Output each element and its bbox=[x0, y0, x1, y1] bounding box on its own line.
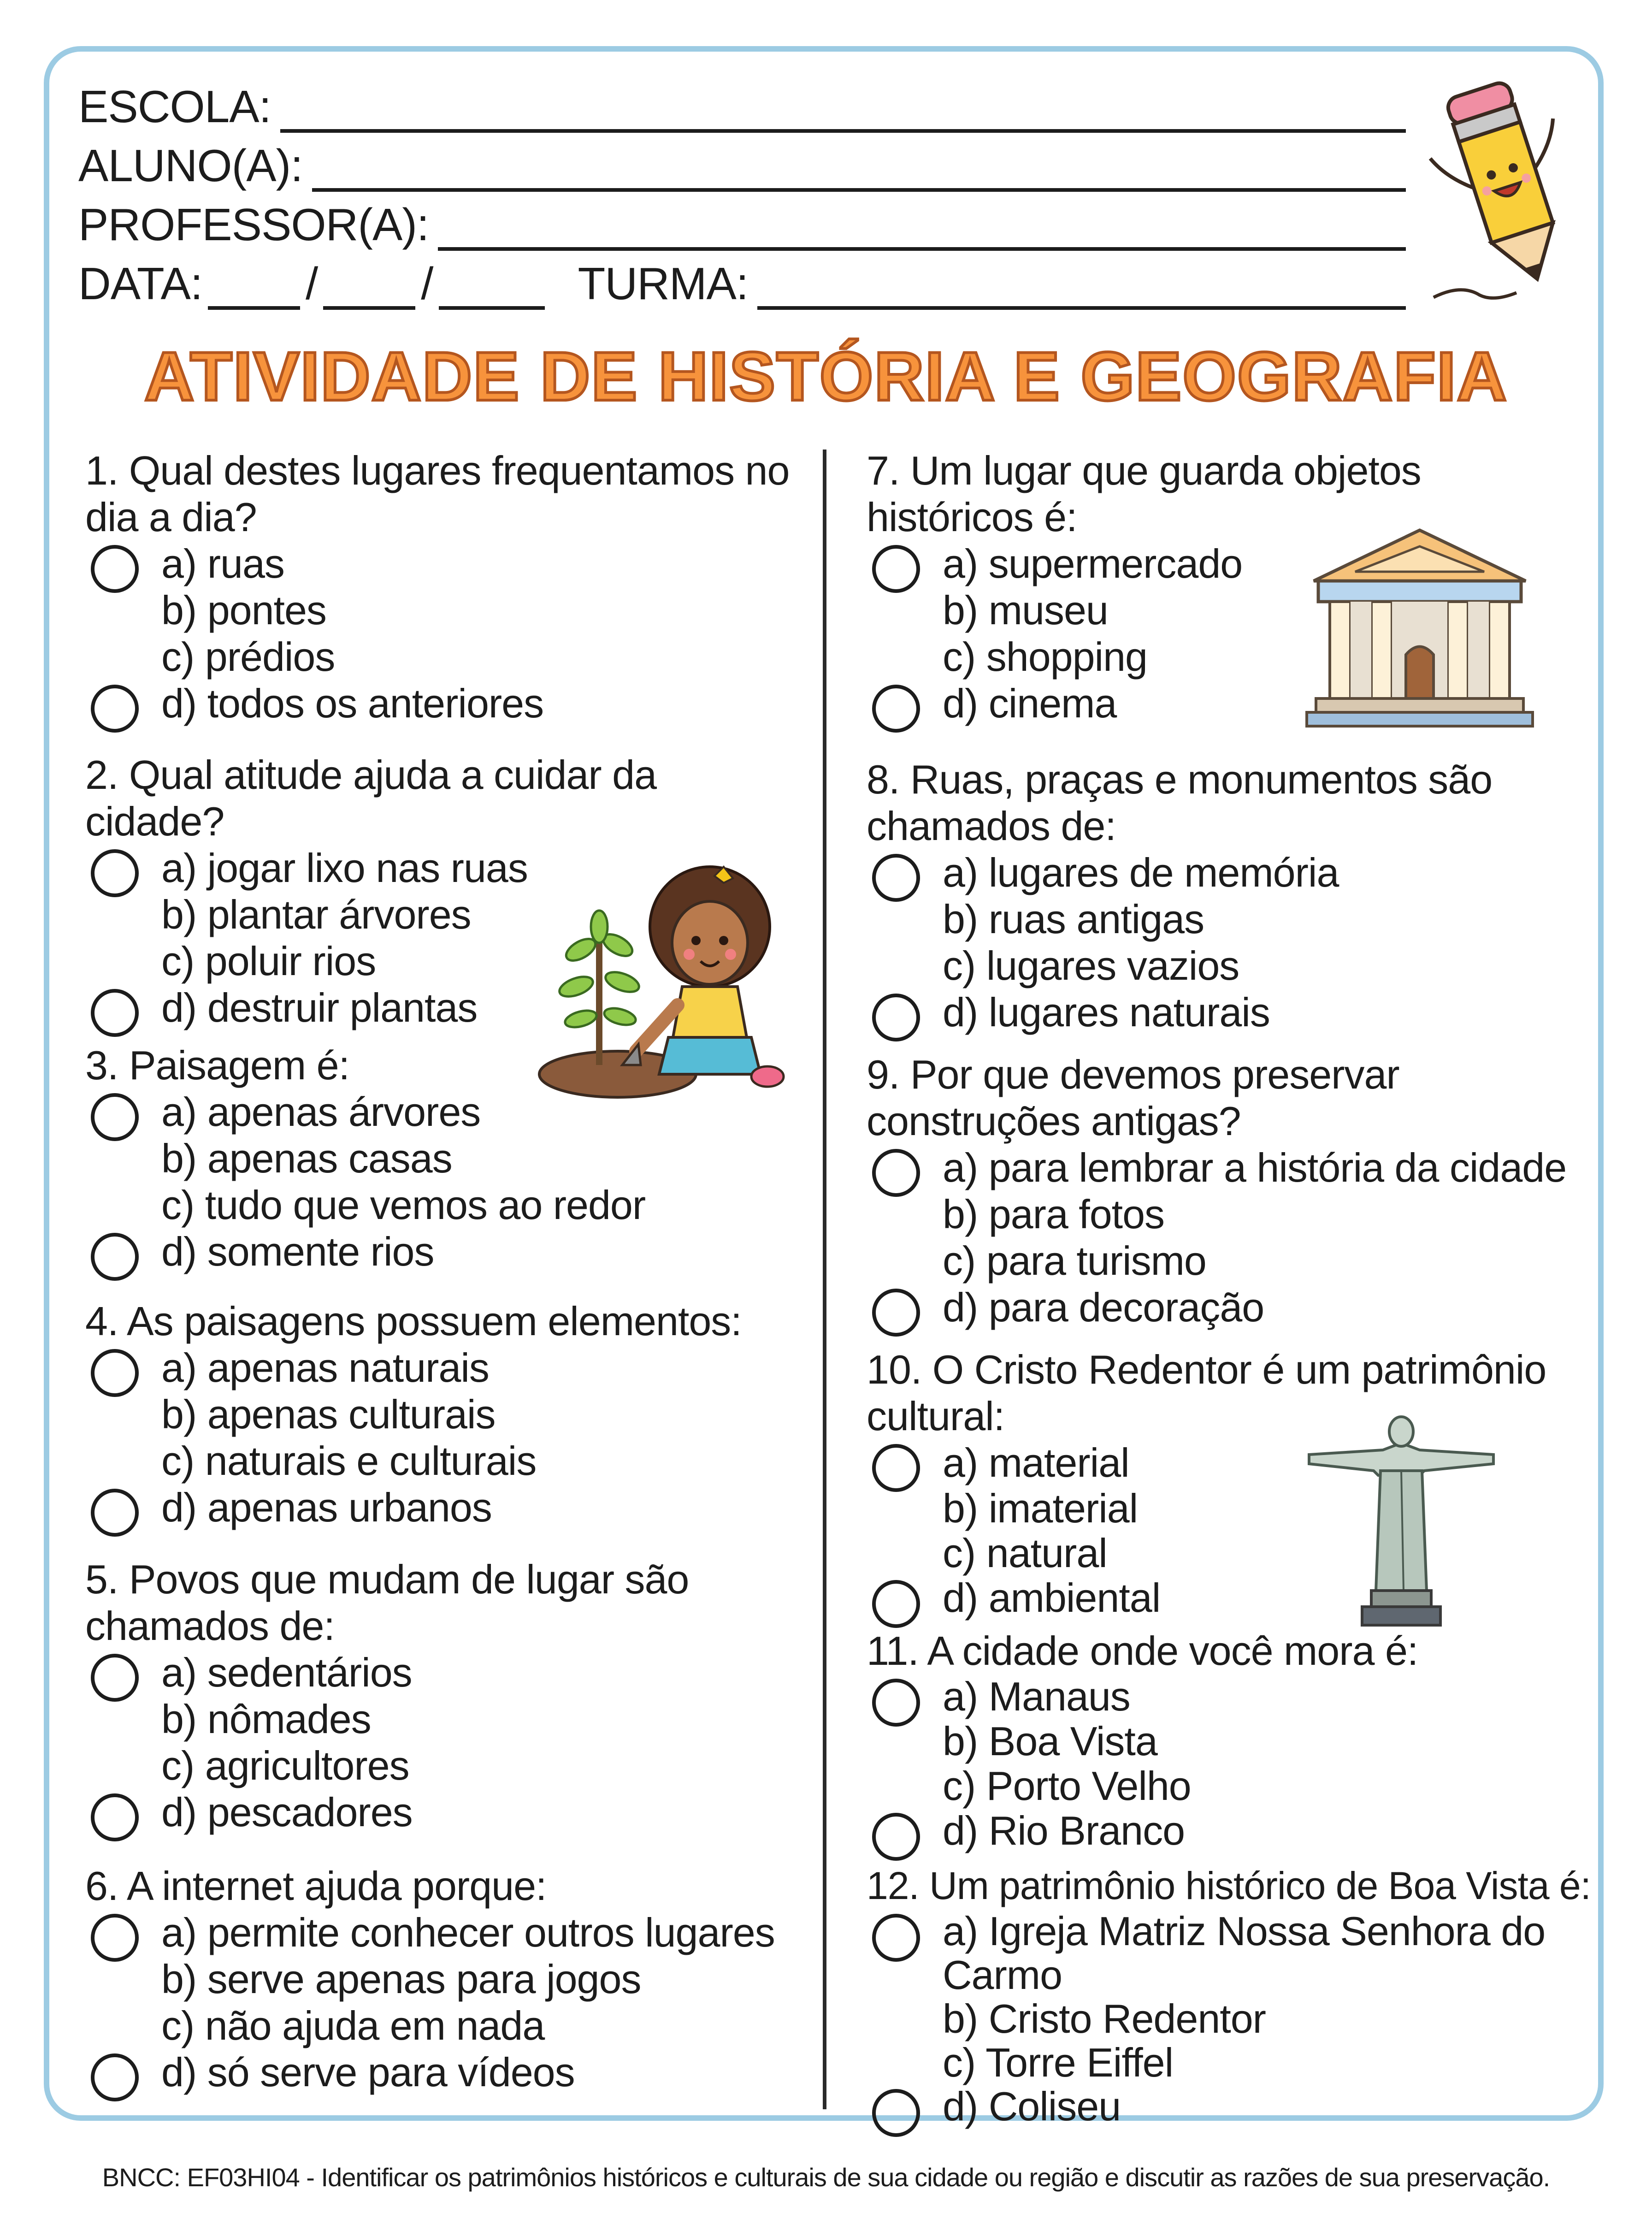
option-b[interactable]: b) Cristo Redentor bbox=[943, 1996, 1266, 2041]
answer-circle[interactable] bbox=[872, 854, 920, 902]
question-text: 12. Um patrimônio histórico de Boa Vista é: bbox=[867, 1864, 1591, 1907]
answer-circle[interactable] bbox=[91, 1914, 139, 1962]
option-c[interactable]: c) natural bbox=[943, 1530, 1107, 1576]
answer-circle[interactable] bbox=[872, 1149, 920, 1197]
escola-row bbox=[78, 74, 1406, 133]
month-field[interactable] bbox=[323, 273, 415, 310]
answer-circle[interactable] bbox=[91, 1793, 139, 1841]
option-d[interactable]: d) apenas urbanos bbox=[85, 1484, 818, 1531]
option-b[interactable]: b) nômades bbox=[161, 1696, 371, 1742]
question-text: 6. A internet ajuda porque: bbox=[85, 1863, 547, 1909]
escola-field[interactable] bbox=[280, 96, 1406, 133]
option-b[interactable]: b) serve apenas para jogos bbox=[161, 1956, 641, 2002]
option-c[interactable]: c) Torre Eiffel bbox=[943, 2040, 1174, 2085]
option-d[interactable]: d) para decoração bbox=[867, 1284, 1604, 1331]
museum-building-icon bbox=[1304, 521, 1535, 733]
option-c[interactable]: c) Porto Velho bbox=[943, 1763, 1191, 1809]
question-text: 7. Um lugar que guarda objetos históricos é: bbox=[867, 448, 1421, 540]
answer-circle[interactable] bbox=[872, 1580, 920, 1628]
option-d[interactable]: d) pescadores bbox=[85, 1789, 818, 1835]
option-d[interactable]: d) destruir plantas bbox=[85, 984, 818, 1031]
option-a[interactable]: a) jogar lixo nas ruas bbox=[85, 845, 818, 891]
girl-planting-tree-illustration bbox=[530, 858, 788, 1102]
date-separator: / bbox=[421, 258, 433, 309]
option-b[interactable]: b) ruas antigas bbox=[943, 896, 1204, 942]
question-6 bbox=[85, 1863, 818, 2095]
option-d[interactable]: d) cinema bbox=[867, 680, 1604, 727]
answer-circle[interactable] bbox=[872, 685, 920, 733]
option-d[interactable]: d) ambiental bbox=[867, 1575, 1604, 1620]
professor-row bbox=[78, 192, 1406, 251]
option-a[interactable]: a) ruas bbox=[85, 540, 818, 587]
question-text: 4. As paisagens possuem elementos: bbox=[85, 1298, 742, 1344]
option-c[interactable]: c) para turismo bbox=[943, 1238, 1206, 1284]
option-c[interactable]: c) poluir rios bbox=[161, 938, 376, 984]
option-c[interactable]: c) naturais e culturais bbox=[161, 1438, 537, 1484]
option-b[interactable]: b) Boa Vista bbox=[943, 1718, 1157, 1764]
pencil-mascot-icon bbox=[1424, 67, 1590, 307]
option-b[interactable]: b) museu bbox=[943, 587, 1108, 633]
column-divider bbox=[823, 450, 826, 2109]
option-a[interactable]: a) apenas naturais bbox=[85, 1344, 818, 1391]
option-a[interactable]: a) Igreja Matriz Nossa Senhora do Carmo bbox=[867, 1909, 1604, 1997]
option-a[interactable]: a) sedentários bbox=[85, 1649, 818, 1696]
option-a[interactable]: a) lugares de memória bbox=[867, 849, 1604, 896]
answer-circle[interactable] bbox=[91, 849, 139, 897]
option-d[interactable]: d) só serve para vídeos bbox=[85, 2049, 818, 2095]
day-field[interactable] bbox=[208, 273, 300, 310]
aluno-row bbox=[78, 133, 1406, 192]
aluno-field[interactable] bbox=[312, 155, 1406, 192]
option-d[interactable]: d) Coliseu bbox=[867, 2084, 1604, 2128]
question-8 bbox=[867, 756, 1604, 1035]
question-text: 1. Qual destes lugares frequentamos no dia a dia? bbox=[85, 448, 790, 540]
answer-circle[interactable] bbox=[91, 1489, 139, 1537]
answer-circle[interactable] bbox=[872, 545, 920, 593]
turma-label: TURMA: bbox=[578, 258, 749, 309]
option-b[interactable]: b) apenas culturais bbox=[161, 1391, 496, 1437]
date-separator: / bbox=[306, 258, 318, 309]
answer-circle[interactable] bbox=[91, 545, 139, 593]
year-field[interactable] bbox=[439, 273, 545, 310]
option-d[interactable]: d) lugares naturais bbox=[867, 989, 1604, 1035]
aluno-label: ALUNO(A): bbox=[78, 140, 303, 191]
answer-circle[interactable] bbox=[91, 1349, 139, 1397]
option-d[interactable]: d) todos os anteriores bbox=[85, 680, 818, 727]
answer-circle[interactable] bbox=[872, 2089, 920, 2137]
question-text: 8. Ruas, praças e monumentos são chamados de: bbox=[867, 757, 1493, 849]
turma-field[interactable] bbox=[757, 273, 1406, 310]
option-d[interactable]: d) somente rios bbox=[85, 1228, 818, 1275]
option-c[interactable]: c) tudo que vemos ao redor bbox=[161, 1182, 646, 1228]
option-b[interactable]: b) pontes bbox=[161, 587, 326, 633]
option-c[interactable]: c) agricultores bbox=[161, 1743, 409, 1788]
option-b[interactable]: b) para fotos bbox=[943, 1191, 1165, 1237]
option-c[interactable]: c) lugares vazios bbox=[943, 943, 1239, 988]
question-12 bbox=[867, 1863, 1604, 2128]
escola-label: ESCOLA: bbox=[78, 81, 271, 132]
option-b[interactable]: b) imaterial bbox=[943, 1485, 1138, 1531]
option-c[interactable]: c) prédios bbox=[161, 634, 335, 680]
data-turma-row bbox=[78, 251, 1406, 310]
question-text: 2. Qual atitude ajuda a cuidar da cidade? bbox=[85, 752, 657, 844]
option-a[interactable]: a) supermercado bbox=[867, 540, 1604, 587]
answer-circle[interactable] bbox=[91, 685, 139, 733]
option-a[interactable]: a) Manaus bbox=[867, 1674, 1604, 1719]
answer-circle[interactable] bbox=[872, 1289, 920, 1337]
professor-field[interactable] bbox=[438, 214, 1406, 251]
answer-circle[interactable] bbox=[91, 1654, 139, 1702]
answer-circle[interactable] bbox=[91, 989, 139, 1037]
question-11 bbox=[867, 1627, 1604, 1853]
option-a[interactable]: a) para lembrar a história da cidade bbox=[867, 1144, 1604, 1191]
student-info-header bbox=[78, 74, 1406, 310]
cristo-redentor-icon bbox=[1304, 1406, 1498, 1632]
option-a[interactable]: a) material bbox=[867, 1439, 1604, 1486]
data-label: DATA: bbox=[78, 258, 203, 309]
question-text: 10. O Cristo Redentor é um patrimônio cultural: bbox=[867, 1347, 1546, 1439]
question-4 bbox=[85, 1298, 818, 1531]
question-9 bbox=[867, 1051, 1604, 1331]
answer-circle[interactable] bbox=[872, 1813, 920, 1861]
bncc-footer: BNCC: EF03HI04 - Identificar os patrimônios históricos e culturais de sua cidade ou região e discutir as razões de sua preservação. bbox=[102, 2163, 1550, 2192]
option-b[interactable]: b) apenas casas bbox=[161, 1136, 452, 1181]
option-c[interactable]: c) não ajuda em nada bbox=[161, 2003, 545, 2048]
option-b[interactable]: b) plantar árvores bbox=[161, 892, 471, 937]
question-text: 11. A cidade onde você mora é: bbox=[867, 1628, 1418, 1674]
answer-circle[interactable] bbox=[91, 1233, 139, 1281]
answer-circle[interactable] bbox=[872, 1444, 920, 1492]
answer-circle[interactable] bbox=[91, 1093, 139, 1141]
question-1 bbox=[85, 447, 818, 727]
question-text: 3. Paisagem é: bbox=[85, 1042, 349, 1088]
question-text: 9. Por que devemos preservar construções antigas? bbox=[867, 1052, 1399, 1144]
answer-circle[interactable] bbox=[872, 1914, 920, 1962]
option-a[interactable]: a) permite conhecer outros lugares bbox=[85, 1909, 818, 1956]
question-text: 5. Povos que mudam de lugar são chamados de: bbox=[85, 1556, 689, 1649]
answer-circle[interactable] bbox=[872, 994, 920, 1041]
question-5 bbox=[85, 1556, 818, 1835]
professor-label: PROFESSOR(A): bbox=[78, 199, 429, 250]
option-c[interactable]: c) shopping bbox=[943, 634, 1147, 680]
answer-circle[interactable] bbox=[91, 2053, 139, 2101]
option-d[interactable]: d) Rio Branco bbox=[867, 1808, 1604, 1853]
option-a[interactable]: a) apenas árvores bbox=[85, 1089, 818, 1135]
page-title: ATIVIDADE DE HISTÓRIA E GEOGRAFIA bbox=[144, 337, 1508, 415]
